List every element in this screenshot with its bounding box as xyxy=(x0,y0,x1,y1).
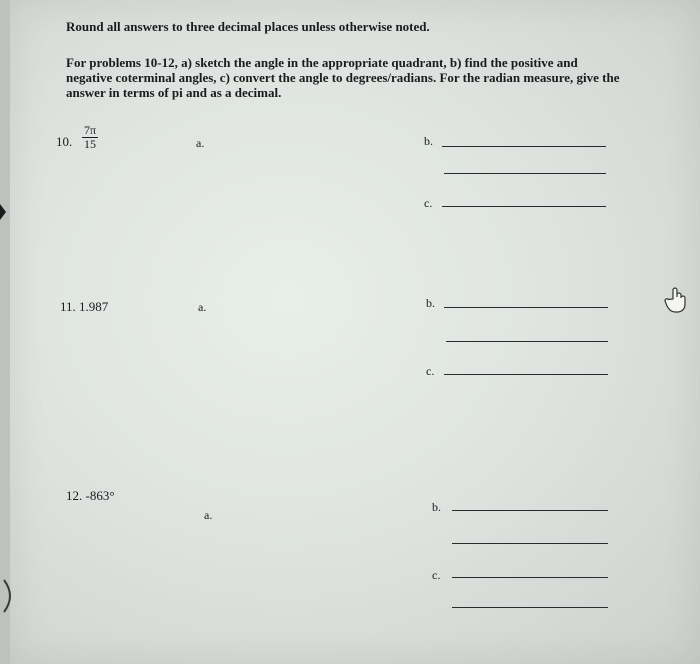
problem-11-part-a: a. xyxy=(198,300,207,314)
answer-line-12c[interactable] xyxy=(452,577,608,578)
left-edge-curve xyxy=(0,576,20,616)
fraction-denominator: 15 xyxy=(84,137,97,151)
answer-line-10b-1[interactable] xyxy=(442,146,606,147)
problem-10-part-c: c. xyxy=(424,196,433,210)
problem-11-part-c: c. xyxy=(426,364,435,378)
instructions: For problems 10-12, a) sketch the angle in the appropriate quadrant, b) find the positive and negative coterminal angles, c) convert the angle to degrees/radians. For the radian measure, give the answer in terms of pi and as a decimal. xyxy=(66,55,620,100)
problem-12-part-a: a. xyxy=(204,508,213,522)
problem-12-part-c: c. xyxy=(432,568,441,582)
left-edge-mark xyxy=(0,204,8,220)
answer-line-11b-2[interactable] xyxy=(446,341,608,342)
answer-line-12b-2[interactable] xyxy=(452,543,608,544)
answer-line-10c[interactable] xyxy=(442,206,606,207)
answer-line-11c[interactable] xyxy=(444,374,608,375)
problem-10-part-a: a. xyxy=(196,136,205,150)
problem-11-number: 11. 1.987 xyxy=(60,299,109,314)
problem-12-number: 12. -863° xyxy=(66,488,115,503)
problem-10-fraction xyxy=(82,124,98,151)
problem-10-number: 10. xyxy=(56,134,73,149)
answer-line-11b-1[interactable] xyxy=(444,307,608,308)
rounding-note: Round all answers to three decimal places unless otherwise noted. xyxy=(66,19,430,34)
answer-line-12b-1[interactable] xyxy=(452,510,608,511)
worksheet-page xyxy=(10,0,700,664)
fraction-numerator: 7π xyxy=(84,123,97,137)
answer-line-10b-2[interactable] xyxy=(444,173,606,174)
hand-cursor-icon xyxy=(664,286,690,314)
problem-12-part-b: b. xyxy=(432,500,441,514)
problem-11-part-b: b. xyxy=(426,296,435,310)
problem-10-part-b: b. xyxy=(424,134,433,148)
answer-line-12d[interactable] xyxy=(452,607,608,608)
